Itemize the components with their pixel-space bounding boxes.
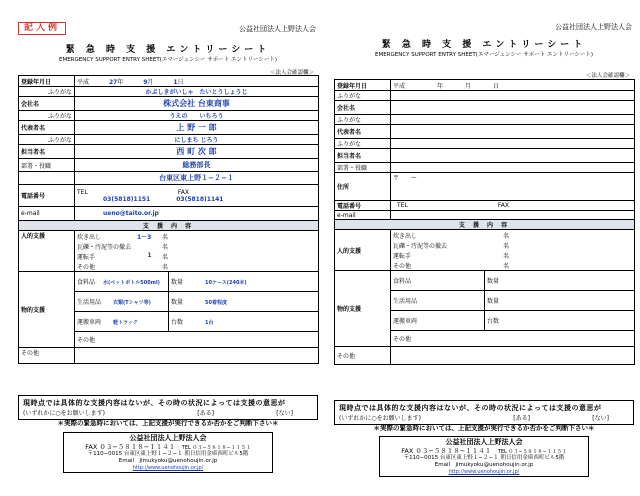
company-kana-field[interactable]	[391, 91, 635, 101]
year-value: 27	[108, 78, 118, 86]
footer-url-link[interactable]: http://www.uenohoujin.or.jp/	[448, 468, 520, 475]
material-other-field[interactable]: その他	[75, 332, 319, 348]
other-field[interactable]	[391, 347, 635, 365]
food-qty-field[interactable]: 数量 10ケース(240本)	[169, 272, 319, 292]
intent-yes-option[interactable]: [ある]	[513, 415, 530, 422]
intent-no-option[interactable]: [ない]	[276, 410, 293, 417]
company-label: 会社名	[19, 97, 75, 111]
contact-value[interactable]: 西 町 次 郎	[75, 145, 319, 159]
vehicle-qty-field[interactable]: 台数	[485, 311, 635, 331]
dept-label: 部署・役職	[19, 159, 75, 172]
vehicle-field[interactable]: 運搬車両	[391, 311, 485, 331]
sample-label: 記入例	[18, 22, 66, 35]
rep-field[interactable]	[391, 125, 635, 139]
human-support-label: 人的支援	[19, 231, 75, 272]
goods-field[interactable]: 生活用品	[391, 291, 485, 311]
goods-qty-field[interactable]: 数量	[485, 291, 635, 311]
intent-no-option[interactable]: [ない]	[592, 415, 609, 422]
dept-field[interactable]	[391, 163, 635, 173]
footer-contact: 公益社団法人上野法人会 FAX ０３−５８１８−１１４１ TEL ０３−５８１８−１１５１ 〒110−0015 台東区東上野１−２−１ 朝日信用金庫西町ビル5階 Email jimukyoku@uenohoujin.or.jp http://www.uenohoujin.or.jp/	[379, 436, 589, 477]
goods-qty-field[interactable]: 数量 50着程度	[169, 292, 319, 312]
human-row[interactable]: 瓦礫・汚泥等の撤去 名	[393, 242, 510, 250]
sheet-subtitle: EMERGENCY SUPPORT ENTRY SHEET(エマージェンシー サポート エントリーシート)	[374, 52, 593, 58]
warning-text: ＊実際の緊急時においては、上記支援が実行できるか否かをご判断下さい＊	[57, 419, 279, 427]
contact-label: 担当者名	[335, 149, 391, 163]
food-field[interactable]: 食料品	[391, 271, 485, 291]
human-row[interactable]: 運転手 1 名	[77, 251, 169, 261]
phone-label: 電話番号	[19, 185, 75, 207]
other-field[interactable]	[75, 348, 319, 364]
company-field[interactable]	[391, 101, 635, 115]
sheet-title: 緊 急 時 支 援 エントリーシート	[65, 45, 271, 55]
rep-label: 代表者名	[335, 125, 391, 139]
human-row[interactable]: 運転手 名	[393, 252, 510, 260]
vehicle-field[interactable]: 運搬車両 軽トラック	[75, 312, 169, 332]
dept-value[interactable]: 総務部長	[75, 159, 319, 172]
company-value[interactable]: 株式会社 台東商事	[75, 97, 319, 111]
dept-label: 部署・役職	[335, 163, 391, 173]
day-value: 1	[173, 78, 178, 86]
food-field[interactable]: 食料品 水(ペットボトル500ml)	[75, 272, 169, 292]
other-label: その他	[335, 347, 391, 365]
goods-field[interactable]: 生活用品 衣類(Tシャツ等)	[75, 292, 169, 312]
sheet-subtitle: EMERGENCY SUPPORT ENTRY SHEET(エマージェンシー サポート エントリーシート)	[58, 57, 277, 63]
phone-field[interactable]: TEL FAX	[391, 201, 635, 211]
address-value[interactable]: 台東区東上野１−２−１	[75, 172, 319, 185]
support-header: 支 援 内 容	[335, 220, 635, 230]
rep-value[interactable]: 上 野 一 郎	[75, 121, 319, 135]
sample-sheet	[18, 0, 318, 496]
reg-date-label: 登録年月日	[19, 76, 75, 87]
org-name: 公益社団法人上野法人会	[239, 25, 316, 33]
sheet-title: 緊 急 時 支 援 エントリーシート	[381, 40, 587, 50]
intent-note: 現時点では具体的な支援内容はないが、その時の状況によっては支援の意思が (いずれかに○をお願いします) [ある] [ない]	[334, 400, 634, 425]
fax-value: 03(5818)1141	[176, 195, 224, 203]
entry-form: 登録年月日 平成 27年 9月 1日 ふりがな かぶしきがいしゃ たいとうしょうじ 会社名 株式会社 台東商事 ふりがな うえの いちろう 代表者名 上 野 一 郎 ふりがな にしまち じろう 担当者名 西 町 次 郎 部署・役職 総務部長 台東区東上野１−２−１ 電話番号 TEL FAX 03(5818)1151 03(5818)1141 e-mail ueno@taito.or.jp 支 援 内 容 人的支援 炊き出し 1〜3 名 瓦礫・汚泥等の撤去 名 運転手 1 名 その他 名 物的支援 食料品 水(ペットボトル500ml) 数量 10ケース(240本) 生活用品 衣類(Tシャツ等) 数量 50着程度 運搬車両 軽トラック 台数 1台 その他 その他	[18, 75, 319, 364]
material-support-label: 物的支援	[19, 272, 75, 348]
contact-kana-value[interactable]: にしまち じろう	[75, 135, 319, 145]
confirm-note: ＜法人会確認欄＞	[585, 73, 630, 79]
email-field[interactable]	[391, 211, 635, 220]
human-row[interactable]: 炊き出し 名	[393, 232, 510, 240]
org-name: 公益社団法人上野法人会	[555, 23, 632, 31]
footer-url-link[interactable]: http://www.uenohoujin.or.jp/	[132, 464, 204, 471]
tel-value: 03(5818)1151	[103, 195, 151, 203]
company-label: 会社名	[335, 101, 391, 115]
email-value[interactable]: ueno@taito.or.jp	[75, 207, 319, 221]
rep-kana-value[interactable]: うえの いちろう	[75, 111, 319, 121]
contact-kana-field[interactable]	[391, 139, 635, 149]
human-row[interactable]: その他 名	[77, 263, 169, 271]
address-field[interactable]: 〒 ー	[391, 173, 635, 201]
company-kana-value[interactable]: かぶしきがいしゃ たいとうしょうじ	[75, 87, 319, 97]
email-label: e-mail	[19, 207, 75, 221]
phone-label: 電話番号	[335, 201, 391, 211]
food-qty-field[interactable]: 数量	[485, 271, 635, 291]
material-support-label: 物的支援	[335, 271, 391, 347]
vehicle-qty-field[interactable]: 台数 1台	[169, 312, 319, 332]
warning-text: ＊実際の緊急時においては、上記支援が実行できるか否かをご判断下さい＊	[373, 424, 595, 432]
month-value: 9	[143, 78, 148, 86]
support-header: 支 援 内 容	[19, 221, 319, 231]
email-label: e-mail	[335, 211, 391, 220]
rep-label: 代表者名	[19, 121, 75, 135]
contact-label: 担当者名	[19, 145, 75, 159]
contact-field[interactable]	[391, 149, 635, 163]
entry-form: 登録年月日 平成 年 月 日 ふりがな 会社名 ふりがな 代表者名 ふりがな 担当者名 部署・役職 住所 〒 ー 電話番号 TEL FAX e-mail 支 援 内 容 人的支援 炊き出し 名 瓦礫・汚泥等の撤去 名 運転手 名 その他 名 物的支援 食料品 数量 生活用品 数量 運搬車両 台数 その他 その他	[334, 79, 635, 365]
intent-yes-option[interactable]: [ある]	[197, 410, 214, 417]
reg-date-label: 登録年月日	[335, 80, 391, 91]
intent-note: 現時点では具体的な支援内容はないが、その時の状況によっては支援の意思が (いずれかに○をお願いします) [ある] [ない]	[18, 395, 318, 420]
human-row[interactable]: 瓦礫・汚泥等の撤去 名	[77, 243, 169, 251]
reg-date-field[interactable]: 平成 27年 9月 1日	[75, 76, 319, 87]
human-row[interactable]: 炊き出し 1〜3 名	[77, 233, 169, 241]
other-label: その他	[19, 348, 75, 364]
footer-contact: 公益社団法人上野法人会 FAX ０３−５８１８−１１４１ TEL ０３−５８１８−１１５１ 〒110−0015 台東区東上野１−２−１ 朝日信用金庫西町ビル5階 Email jimukyoku@uenohoujin.or.jp http://www.uenohoujin.or.jp/	[63, 432, 273, 473]
phone-field[interactable]: TEL FAX 03(5818)1151 03(5818)1141	[75, 185, 319, 207]
rep-kana-field[interactable]	[391, 115, 635, 125]
reg-date-field[interactable]: 平成 年 月 日	[391, 80, 635, 91]
material-other-field[interactable]: その他	[391, 331, 635, 347]
address-label: 住所	[335, 173, 391, 201]
confirm-note: ＜法人会確認欄＞	[269, 70, 314, 76]
human-row[interactable]: その他 名	[393, 262, 510, 270]
human-support-label: 人的支援	[335, 230, 391, 271]
blank-sheet	[334, 0, 634, 496]
